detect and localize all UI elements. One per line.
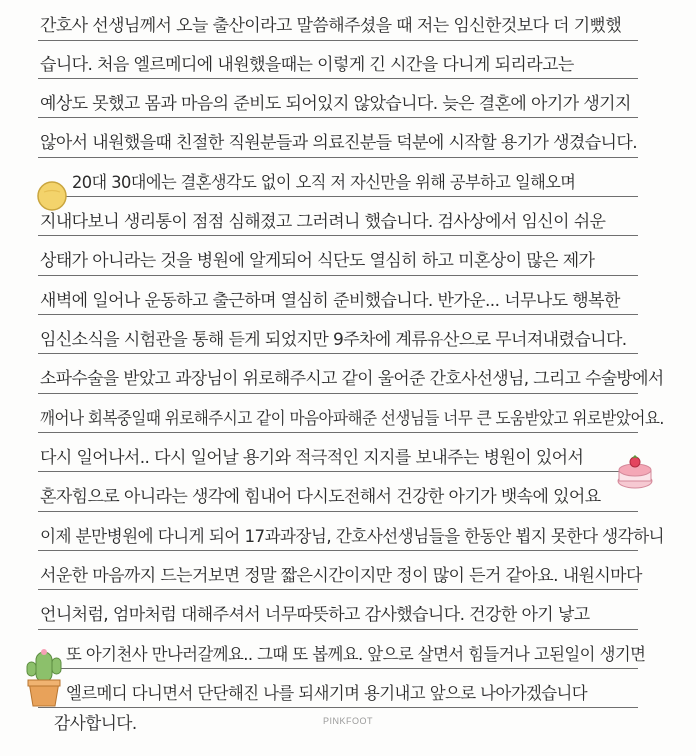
ruled-line [38, 353, 638, 354]
letter-line: 다시 일어나서.. 다시 일어날 용기와 적극적인 지지를 보내주는 병원이 있어서 [40, 448, 584, 468]
ruled-line [38, 629, 638, 630]
letter-line: 새벽에 일어나 운동하고 출근하며 열심히 준비했습니다. 반가운... 너무나도 행복한 [40, 291, 620, 311]
ruled-line [38, 589, 638, 590]
letter-line: 혼자힘으로 아니라는 생각에 힘내어 다시도전해서 건강한 아기가 뱃속에 있어요 [40, 487, 601, 507]
ruled-line [38, 707, 638, 708]
letter-line: 20대 30대에는 결혼생각도 없이 오직 저 자신만을 위해 공부하고 일해오며 [72, 173, 576, 193]
ruled-line [38, 275, 638, 276]
letter-line: 않아서 내원했을때 친절한 직원분들과 의료진분들 덕분에 시작할 용기가 생겼습니다. [40, 133, 638, 153]
sun-sticker-icon [36, 180, 68, 212]
strawberry-cake-sticker-icon [614, 450, 656, 492]
letter-line: 소파수술을 받았고 과장님이 위로해주시고 같이 울어준 간호사선생님, 그리고 수술방에서 [40, 369, 664, 389]
ruled-line [38, 432, 638, 433]
ruled-line [38, 511, 638, 512]
letter-line: 깨어나 회복중일때 위로해주시고 같이 마음아파해준 선생님들 너무 큰 도움받았고 위로받았어요. [40, 409, 664, 429]
ruled-line [38, 393, 638, 394]
ruled-line [38, 78, 638, 79]
letter-line: 서운한 마음까지 드는거보면 정말 짧은시간이지만 정이 많이 든거 같아요. 내원시마다 [40, 566, 642, 586]
letter-line: 이제 분만병원에 다니게 되어 17과과장님, 간호사선생님들을 한동안 뵙지 못한다 생각하니 [40, 527, 665, 547]
letter-line: 임신소식을 시험관을 통해 듣게 되었지만 9주차에 계류유산으로 무너져내렸습니다. [40, 330, 627, 350]
ruled-line [38, 196, 638, 197]
letter-line: 습니다. 처음 엘르메디에 내원했을때는 이렇게 긴 시간을 다니게 되리라고는 [40, 55, 574, 75]
ruled-line [38, 40, 638, 41]
ruled-line [38, 157, 638, 158]
letter-line: 감사합니다. [54, 714, 137, 734]
letter-line: 또 아기천사 만나러갈께요.. 그때 또 봅께요. 앞으로 살면서 힘들거나 고된일이 생기면 [66, 645, 646, 665]
potted-cactus-sticker-icon [24, 646, 64, 708]
letter-line: 언니처럼, 엄마처럼 대해주셔서 너무따뜻하고 감사했습니다. 건강한 아기 낳고 [40, 605, 590, 625]
letter-line: 상태가 아니라는 것을 병원에 알게되어 식단도 열심히 하고 미혼상이 많은 제가 [40, 251, 595, 271]
letter-line: 엘르메디 다니면서 단단해진 나를 되새기며 용기내고 앞으로 나아가겠습니다 [66, 684, 588, 704]
letter-line: 간호사 선생님께서 오늘 출산이라고 말씀해주셨을 때 저는 임신한것보다 더 기뻤했 [40, 16, 622, 36]
ruled-line [38, 117, 638, 118]
brand-footer: PINKFOOT [322, 716, 373, 726]
ruled-line [38, 314, 638, 315]
letter-line: 예상도 못했고 몸과 마음의 준비도 되어있지 않았습니다. 늦은 결혼에 아기가 생기지 [40, 94, 631, 114]
letter-line: 지내다보니 생리통이 점점 심해졌고 그러려니 했습니다. 검사상에서 임신이 쉬운 [40, 212, 606, 232]
ruled-line [38, 471, 638, 472]
ruled-line [38, 550, 638, 551]
ruled-line [38, 235, 638, 236]
ruled-line [38, 668, 638, 669]
